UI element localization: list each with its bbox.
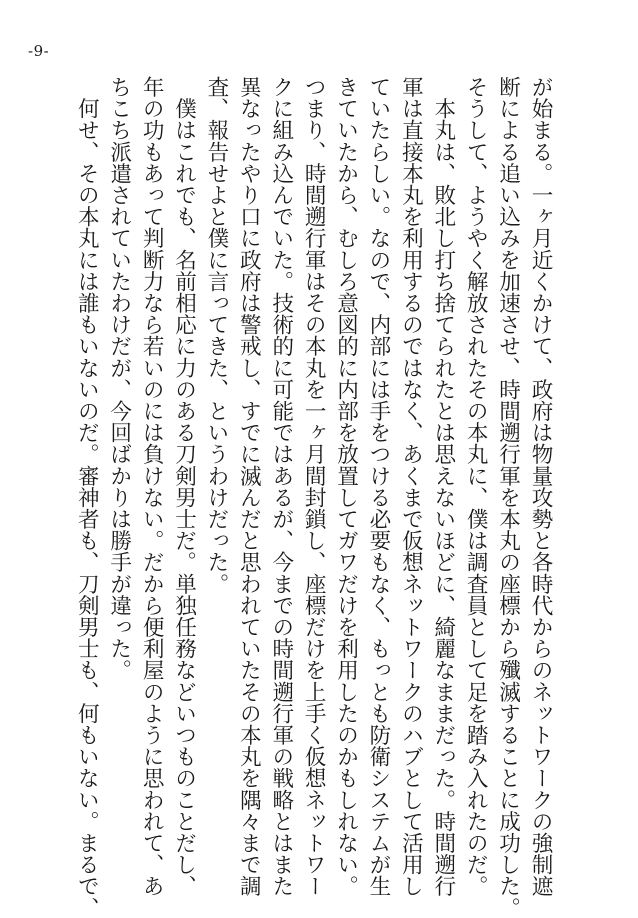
page-number: -9- [28,42,50,60]
text-line: 異なったやり口に政府は警戒し、すでに滅んだと思われていたその本丸を隅々まで調 [236,76,262,897]
text-line: 本丸は、敗北し打ち捨てられたとは思えないほどに、綺麗なままだった。時間遡行 [430,76,456,897]
text-line: 何せ、その本丸には誰もいないのだ。審神者も、刀剣男士も、何もいない。まるで、 [74,76,100,918]
text-line: そうして、ようやく解放されたその本丸に、僕は調査員として足を踏み入れたのだ。 [463,76,489,897]
text-line: ていたらしい。なので、内部には手をつける必要もなく、もっとも防衛システムが生 [365,76,391,897]
text-line: きていたから、むしろ意図的に内部を放置してガワだけを利用したのかもしれない。 [333,76,359,897]
text-line: 断による追い込みを加速させ、時間遡行軍を本丸の座標から殲滅することに成功した。 [495,76,521,918]
text-line: つまり、時間遡行軍はその本丸を一ヶ月間封鎖し、座標だけを上手く仮想ネットワー [301,76,327,897]
text-line: クに組み込んでいた。技術的に可能ではあるが、今までの時間遡行軍の戦略とはまた [268,76,294,897]
text-line: 僕はこれでも、名前相応に力のある刀剣男士だ。単独任務などいつものことだし、 [171,76,197,897]
text-line: 軍は直接本丸を利用するのではなく、あくまで仮想ネットワークのハブとして活用し [398,76,424,897]
text-line: 年の功もあって判断力なら若いのには負けない。だから便利屋のように思われて、あ [139,76,165,897]
text-line: 査、報告せよと僕に言ってきた、というわけだった。 [203,76,229,595]
vertical-text-body [70,76,556,918]
text-line: ちこち派遣されていたわけだが、今回ばかりは勝手が違った。 [106,76,132,681]
text-line: が始まる。一ヶ月近くかけて、政府は物量攻勢と各時代からのネットワークの強制遮 [528,76,553,897]
